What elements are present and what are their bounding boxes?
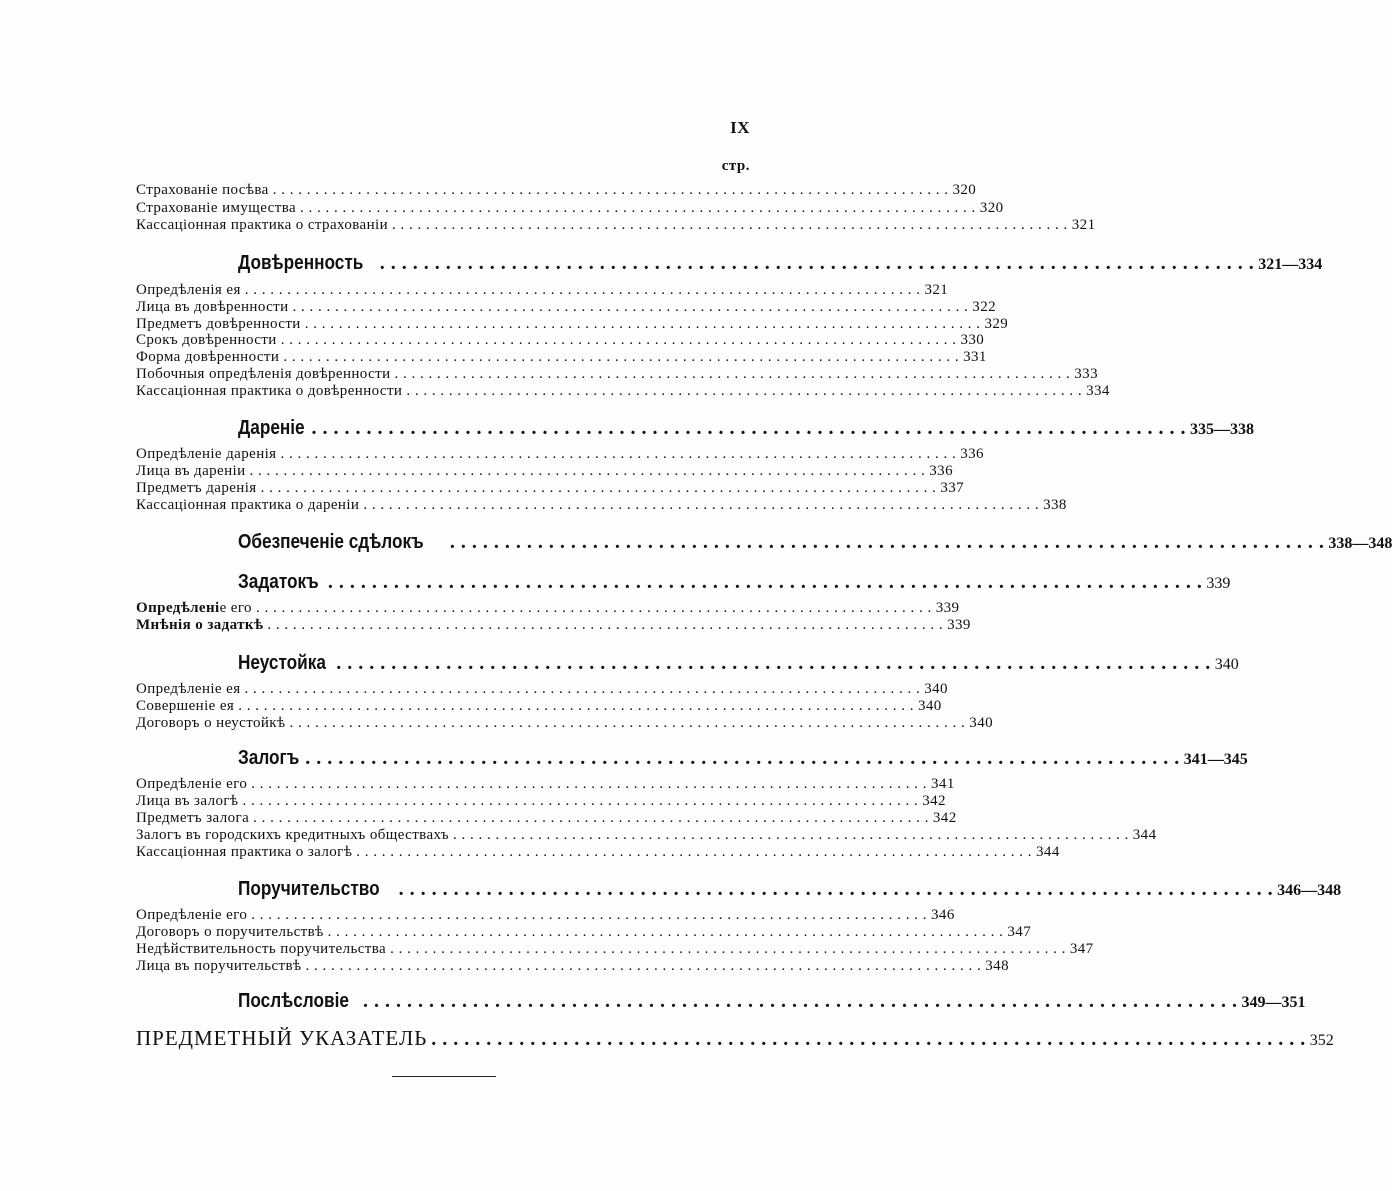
- leader-dots: . . . . . . . . . . . . . . . . . . . . . . . . . . . . . . . . . . . . . . . . . . . . . . . . . . . . . . . . . . . . . . . . . . . . . . . . . . . . . . . .: [272, 182, 949, 198]
- toc-entry-title: Предметъ даренія: [136, 480, 257, 496]
- toc-entry: [136, 617, 971, 633]
- toc-entry-title: Форма довѣренности: [136, 349, 280, 365]
- toc-entry: [136, 217, 1096, 233]
- toc-page-number: 335—338: [1189, 421, 1254, 438]
- toc-entry: [136, 907, 955, 923]
- leader-dots: . . . . . . . . . . . . . . . . . . . . . . . . . . . . . . . . . . . . . . . . . . . . . . . . . . . . . . . . . . . . . . . . . . . . . . . . . . . . . . . .: [406, 383, 1083, 399]
- toc-page-number: 334: [1086, 383, 1110, 399]
- toc-section: [238, 878, 1342, 901]
- leader-dots: . . . . . . . . . . . . . . . . . . . . . . . . . . . . . . . . . . . . . . . . . . . . . . . . . . . . . . . . . . . . . . . . . . . . . . . . . . . . . . . .: [394, 366, 1071, 382]
- toc-entry: [136, 698, 942, 714]
- toc-page-number: 347: [1007, 924, 1032, 940]
- toc-entry-title: Побочныя опредѣленія довѣренности: [136, 366, 391, 382]
- toc-entry: [136, 463, 953, 479]
- toc-entry-title: Опредѣленіе его: [136, 907, 248, 923]
- leader-dots: . . . . . . . . . . . . . . . . . . . . . . . . . . . . . . . . . . . . . . . . . . . . . . . . . . . . . . . . . . . . . . . . . . . . . . . . . . . . . . . .: [249, 463, 926, 479]
- toc-entry-title: Послѣсловіе: [238, 990, 349, 1012]
- leader-dots: . . . . . . . . . . . . . . . . . . . . . . . . . . . . . . . . . . . . . . . . . . . . . . . . . . . . . . . . . . . . . . . . . . . . . . . . . . . . . . . .: [311, 417, 1186, 439]
- toc-page-number: 340: [969, 715, 993, 731]
- toc-entry-title: Опредѣленія ея: [136, 282, 241, 298]
- toc-entry: [136, 844, 1060, 860]
- leader-dots: . . . . . . . . . . . . . . . . . . . . . . . . . . . . . . . . . . . . . . . . . . . . . . . . . . . . . . . . . . . . . . . . . . . . . . . . . . . . . . . .: [253, 810, 929, 826]
- toc-page-number: 349—351: [1241, 994, 1306, 1011]
- toc-entry-title: Кассаціонная практика о страхованіи: [136, 217, 389, 233]
- leader-dots: . . . . . . . . . . . . . . . . . . . . . . . . . . . . . . . . . . . . . . . . . . . . . . . . . . . . . . . . . . . . . . . . . . . . . . . . . . . . . . . .: [244, 282, 921, 298]
- leader-dots: . . . . . . . . . . . . . . . . . . . . . . . . . . . . . . . . . . . . . . . . . . . . . . . . . . . . . . . . . . . . . . . . . . . . . . . . . . . . . . . .: [292, 299, 969, 315]
- toc-section: [238, 747, 1248, 770]
- leader-dots: . . . . . . . . . . . . . . . . . . . . . . . . . . . . . . . . . . . . . . . . . . . . . . . . . . . . . . . . . . . . . . . . . . . . . . . . . . . . . . . .: [449, 531, 1325, 553]
- toc-entry: [136, 349, 987, 365]
- leader-dots: . . . . . . . . . . . . . . . . . . . . . . . . . . . . . . . . . . . . . . . . . . . . . . . . . . . . . . . . . . . . . . . . . . . . . . . . . . . . . . . .: [327, 924, 1004, 940]
- toc-section: [238, 652, 1239, 675]
- leader-dots: . . . . . . . . . . . . . . . . . . . . . . . . . . . . . . . . . . . . . . . . . . . . . . . . . . . . . . . . . . . . . . . . . . . . . . . . . . . . . . . .: [289, 715, 966, 731]
- toc-entry-title: Неустойка: [238, 652, 326, 674]
- toc-entry: [136, 600, 960, 616]
- toc-page-number: 341—345: [1183, 751, 1248, 768]
- toc-page-number: 348: [985, 958, 1009, 974]
- toc-entry: [136, 958, 1009, 974]
- toc-entry-title: Договоръ о поручительствѣ: [136, 924, 324, 940]
- toc-page-number: 336: [929, 463, 953, 479]
- page-column-label: стр.: [721, 158, 750, 174]
- toc-entry: [136, 366, 1098, 382]
- toc-entry-title: Совершеніе ея: [136, 698, 235, 714]
- toc-entry: [136, 316, 1009, 332]
- toc-entry: [136, 332, 985, 348]
- toc-entry-title: Кассаціонная практика о залогѣ: [136, 844, 353, 860]
- toc-entry-title: Лица въ дареніи: [136, 463, 246, 479]
- toc-page-number: 352: [1309, 1032, 1334, 1049]
- toc-page-number: 340: [917, 698, 942, 714]
- toc-page-number: 320: [952, 182, 977, 198]
- leader-dots: . . . . . . . . . . . . . . . . . . . . . . . . . . . . . . . . . . . . . . . . . . . . . . . . . . . . . . . . . . . . . . . . . . . . . . . . . . . . . . . .: [363, 497, 1040, 513]
- toc-page-number: 321: [1071, 217, 1096, 233]
- toc-page-number: 344: [1036, 844, 1060, 860]
- leader-dots: . . . . . . . . . . . . . . . . . . . . . . . . . . . . . . . . . . . . . . . . . . . . . . . . . . . . . . . . . . . . . . . . . . . . . . . . . . . . . . . .: [398, 878, 1274, 900]
- toc-page-number: 338—348: [1328, 535, 1392, 552]
- toc-page-number: 340: [1214, 656, 1239, 673]
- leader-dots: . . . . . . . . . . . . . . . . . . . . . . . . . . . . . . . . . . . . . . . . . . . . . . . . . . . . . . . . . . . . . . . . . . . . . . . . . . . . . . . .: [327, 571, 1203, 593]
- toc-page-number: 337: [940, 480, 965, 496]
- toc-entry: [136, 715, 993, 731]
- toc-page-number: 321—334: [1258, 256, 1323, 273]
- leader-dots: . . . . . . . . . . . . . . . . . . . . . . . . . . . . . . . . . . . . . . . . . . . . . . . . . . . . . . . . . . . . . . . . . . . . . . . . . . . . . . . .: [280, 332, 957, 348]
- toc-entry-title: Залогъ въ городскихъ кредитныхъ обществахъ: [136, 827, 450, 843]
- toc-page-number: 342: [922, 793, 946, 809]
- toc-section: [238, 990, 1306, 1013]
- leader-dots: . . . . . . . . . . . . . . . . . . . . . . . . . . . . . . . . . . . . . . . . . . . . . . . . . . . . . . . . . . . . . . . . . . . . . . . . . . . . . . . .: [255, 600, 932, 616]
- leader-dots: . . . . . . . . . . . . . . . . . . . . . . . . . . . . . . . . . . . . . . . . . . . . . . . . . . . . . . . . . . . . . . . . . . . . . . . . . . . . . . . .: [305, 747, 1180, 769]
- toc-entry-title: Поручительство: [238, 878, 380, 900]
- leader-dots: . . . . . . . . . . . . . . . . . . . . . . . . . . . . . . . . . . . . . . . . . . . . . . . . . . . . . . . . . . . . . . . . . . . . . . . . . . . . . . . .: [251, 907, 928, 923]
- toc-section: [238, 571, 1231, 594]
- toc-page-number: 320: [979, 200, 1004, 216]
- toc-entry-title: ПРЕДМЕТНЫЙ УКАЗАТЕЛЬ: [136, 1026, 428, 1050]
- toc-entry-title: Недѣйствительность поручительства: [136, 941, 387, 957]
- toc-page-number: 346—348: [1277, 882, 1342, 899]
- toc-entry: [136, 497, 1067, 513]
- leader-dots: . . . . . . . . . . . . . . . . . . . . . . . . . . . . . . . . . . . . . . . . . . . . . . . . . . . . . . . . . . . . . . . . . . . . . . . . . . . . . . . .: [362, 990, 1238, 1012]
- toc-page-number: 344: [1132, 827, 1157, 843]
- toc-entry: [136, 941, 1094, 957]
- toc-entry-title: Дареніе: [238, 417, 305, 439]
- leader-dots: . . . . . . . . . . . . . . . . . . . . . . . . . . . . . . . . . . . . . . . . . . . . . . . . . . . . . . . . . . . . . . . . . . . . . . . . . . . . . . . .: [379, 252, 1255, 274]
- toc-section: [238, 531, 1392, 554]
- leader-dots: . . . . . . . . . . . . . . . . . . . . . . . . . . . . . . . . . . . . . . . . . . . . . . . . . . . . . . . . . . . . . . . . . . . . . . . . . . . . . . . .: [260, 480, 937, 496]
- closing-rule: [392, 1076, 496, 1077]
- toc-entry: [136, 200, 1004, 216]
- leader-dots: . . . . . . . . . . . . . . . . . . . . . . . . . . . . . . . . . . . . . . . . . . . . . . . . . . . . . . . . . . . . . . . . . . . . . . . . . . . . . . . .: [267, 617, 944, 633]
- toc-entry: [136, 827, 1157, 843]
- toc-page-number: 339: [1206, 575, 1231, 592]
- toc-entry: [136, 480, 965, 496]
- toc-entry-title: Кассаціонная практика о довѣренности: [136, 383, 403, 399]
- toc-entry-title: Опредѣленіе ея: [136, 681, 241, 697]
- toc-page-number: 346: [931, 907, 955, 923]
- toc-entry: [136, 810, 957, 826]
- toc-page-number: 339: [935, 600, 960, 616]
- toc-entry-title: Срокъ довѣренности: [136, 332, 277, 348]
- toc-page-number: 333: [1074, 366, 1098, 382]
- leader-dots: . . . . . . . . . . . . . . . . . . . . . . . . . . . . . . . . . . . . . . . . . . . . . . . . . . . . . . . . . . . . . . . . . . . . . . . . . . . . . . . .: [238, 698, 914, 714]
- leader-dots: . . . . . . . . . . . . . . . . . . . . . . . . . . . . . . . . . . . . . . . . . . . . . . . . . . . . . . . . . . . . . . . . . . . . . . . . . . . . . . . .: [336, 652, 1211, 674]
- toc-entry-title: Договоръ о неустойкѣ: [136, 715, 286, 731]
- leader-dots: . . . . . . . . . . . . . . . . . . . . . . . . . . . . . . . . . . . . . . . . . . . . . . . . . . . . . . . . . . . . . . . . . . . . . . . . . . . . . . . .: [304, 316, 981, 332]
- toc-entry: [136, 776, 955, 792]
- leader-dots: . . . . . . . . . . . . . . . . . . . . . . . . . . . . . . . . . . . . . . . . . . . . . . . . . . . . . . . . . . . . . . . . . . . . . . . . . . . . . . . .: [280, 446, 957, 462]
- leader-dots: . . . . . . . . . . . . . . . . . . . . . . . . . . . . . . . . . . . . . . . . . . . . . . . . . . . . . . . . . . . . . . . . . . . . . . . . . . . . . . . .: [242, 793, 919, 809]
- toc-entry-title: Страхованіе имущества: [136, 200, 297, 216]
- leader-dots: . . . . . . . . . . . . . . . . . . . . . . . . . . . . . . . . . . . . . . . . . . . . . . . . . . . . . . . . . . . . . . . . . . . . . . . . . . . . . . . .: [390, 941, 1066, 957]
- toc-entry-title: Опредѣленіе его: [136, 776, 248, 792]
- toc-page-number: 330: [960, 332, 985, 348]
- toc-entry: [136, 924, 1032, 940]
- toc-entry: [136, 681, 948, 697]
- leader-dots: . . . . . . . . . . . . . . . . . . . . . . . . . . . . . . . . . . . . . . . . . . . . . . . . . . . . . . . . . . . . . . . . . . . . . . . . . . . . . . . .: [356, 844, 1033, 860]
- toc-page-number: 329: [984, 316, 1009, 332]
- toc-entry: [136, 383, 1110, 399]
- toc-page-number: 340: [924, 681, 948, 697]
- toc-page-number: 331: [963, 349, 987, 365]
- toc-entry-title: Залогъ: [238, 747, 300, 769]
- toc-page-number: 347: [1069, 941, 1094, 957]
- toc-entry-title: Обезпеченіе сдѣлокъ: [238, 531, 424, 553]
- leader-dots: . . . . . . . . . . . . . . . . . . . . . . . . . . . . . . . . . . . . . . . . . . . . . . . . . . . . . . . . . . . . . . . . . . . . . . . . . . . . . . . .: [300, 200, 976, 216]
- toc-entry-title: Задатокъ: [238, 571, 319, 593]
- toc-page-number: 339: [947, 617, 971, 633]
- toc-entry-title: Лица въ залогѣ: [136, 793, 239, 809]
- toc-entry: [136, 182, 977, 198]
- toc-entry-title: Лица въ довѣренности: [136, 299, 289, 315]
- leader-dots: . . . . . . . . . . . . . . . . . . . . . . . . . . . . . . . . . . . . . . . . . . . . . . . . . . . . . . . . . . . . . . . . . . . . . . . . . . . . . . . .: [244, 681, 921, 697]
- toc-entry-title: Мнѣнія о задаткѣ: [136, 617, 264, 633]
- toc-entry-title: Предметъ довѣренности: [136, 316, 301, 332]
- toc-page-number: 322: [972, 299, 996, 315]
- toc-page-number: 338: [1043, 497, 1067, 513]
- leader-dots: . . . . . . . . . . . . . . . . . . . . . . . . . . . . . . . . . . . . . . . . . . . . . . . . . . . . . . . . . . . . . . . . . . . . . . . . . . . . . . . .: [392, 217, 1068, 233]
- toc-entry-title: Довѣренность: [238, 252, 364, 274]
- toc-index-entry: [136, 1026, 1334, 1051]
- toc-page-number: 336: [960, 446, 984, 462]
- toc-entry-title: Лица въ поручительствѣ: [136, 958, 302, 974]
- toc-entry-title: Страхованіе посѣва: [136, 182, 269, 198]
- toc-entry: [136, 446, 984, 462]
- toc-entry: [136, 793, 946, 809]
- toc-entry: [136, 299, 996, 315]
- toc-page-number: 341: [931, 776, 955, 792]
- leader-dots: . . . . . . . . . . . . . . . . . . . . . . . . . . . . . . . . . . . . . . . . . . . . . . . . . . . . . . . . . . . . . . . . . . . . . . . . . . . . . . . .: [305, 958, 982, 974]
- leader-dots: . . . . . . . . . . . . . . . . . . . . . . . . . . . . . . . . . . . . . . . . . . . . . . . . . . . . . . . . . . . . . . . . . . . . . . . . . . . . . . . .: [431, 1028, 1306, 1050]
- toc-page-number: 321: [924, 282, 949, 298]
- leader-dots: . . . . . . . . . . . . . . . . . . . . . . . . . . . . . . . . . . . . . . . . . . . . . . . . . . . . . . . . . . . . . . . . . . . . . . . . . . . . . . . .: [453, 827, 1129, 843]
- toc-section: [238, 417, 1254, 440]
- toc-entry-title: Кассаціонная практика о дареніи: [136, 497, 360, 513]
- toc-entry-title: Опредѣленіе даренія: [136, 446, 277, 462]
- leader-dots: . . . . . . . . . . . . . . . . . . . . . . . . . . . . . . . . . . . . . . . . . . . . . . . . . . . . . . . . . . . . . . . . . . . . . . . . . . . . . . . .: [251, 776, 928, 792]
- toc-entry-title: Опредѣленіе его: [136, 600, 252, 616]
- toc-page-number: 342: [932, 810, 957, 826]
- toc-section: [238, 252, 1323, 275]
- toc-entry: [136, 282, 949, 298]
- page-number: IX: [730, 118, 750, 137]
- leader-dots: . . . . . . . . . . . . . . . . . . . . . . . . . . . . . . . . . . . . . . . . . . . . . . . . . . . . . . . . . . . . . . . . . . . . . . . . . . . . . . . .: [283, 349, 960, 365]
- toc-entry-title: Предметъ залога: [136, 810, 250, 826]
